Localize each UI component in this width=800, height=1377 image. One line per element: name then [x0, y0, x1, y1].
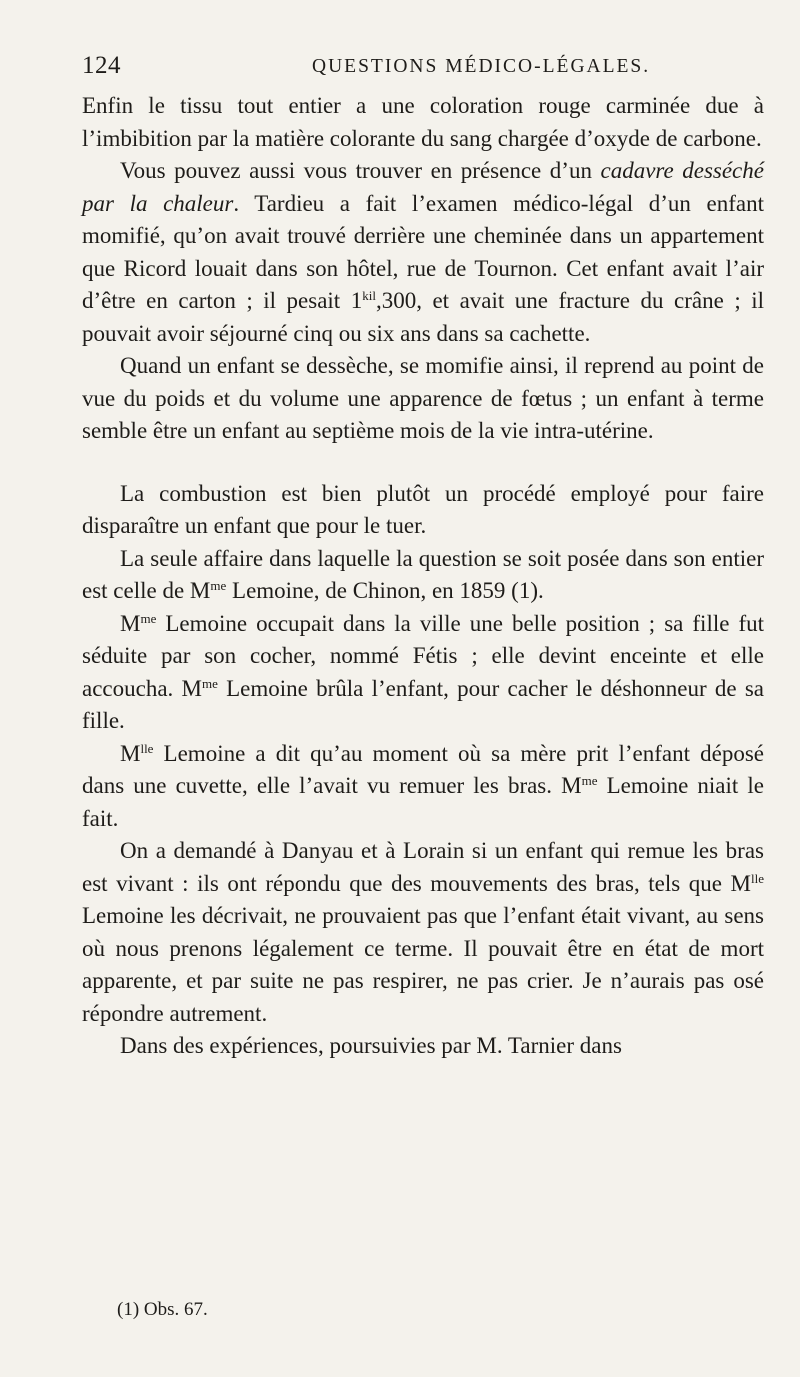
abbreviation-superscript: me — [210, 578, 227, 593]
abbreviation-superscript: lle — [140, 740, 154, 756]
body-text — [82, 90, 764, 1063]
running-head: QUESTIONS MÉDICO-LÉGALES. — [312, 56, 651, 77]
footnote: (1) Obs. 67. — [117, 1299, 208, 1320]
paragraph-1: Enfin le tissu tout entier a une coloration rouge carminée due à l’imbibition par la matière colorante du sang chargée d’oxyde de carbone. — [82, 93, 764, 151]
paragraph-4: La combustion est bien plutôt un procédé employé pour faire disparaître un enfant que pour le tuer. — [82, 480, 764, 538]
paragraph-7: $M^{lle}$ Lemoine a dit qu’au moment où sa mère prit l’enfant déposé dans une cuvette, elle l’avait vu remuer les bras. $M^{me}$ Lemoine niait le fait. — [82, 740, 764, 831]
abbreviation-superscript: me — [581, 773, 598, 788]
abbreviation-superscript: me — [202, 675, 218, 691]
italic-phrase: cadavre desséché par la chaleur — [82, 158, 764, 216]
paragraph-2: Vous pouvez aussi vous trouver en présence d’un cadavre desséché par la chaleur. Tardieu a fait l’examen médico-légal d’un enfant momifié, qu’on avait trouvé derrière une cheminée dans un appartement que Ricord louait dans son hôtel, rue de Tournon. Cet enfant avait l’air d’être en carton ; il pesait $1^{kil},300$, et avait une fracture du crâne ; il pouvait avoir séjourné cinq ou six ans dans sa cachette. — [82, 158, 764, 346]
paragraph-5: La seule affaire dans laquelle la question se soit posée dans son entier est celle de $M^{me}$ Lemoine, de Chinon, en 1859 (1). — [82, 545, 764, 603]
abbreviation-superscript: lle — [751, 870, 764, 886]
paragraph-3: Quand un enfant se dessèche, se momifie ainsi, il reprend au point de vue du poids et du volume une apparence de fœtus ; un enfant à terme semble être un enfant au septième mois de la vie intra-utérine. — [82, 353, 764, 443]
page-header — [82, 52, 762, 86]
abbreviation-superscript: me — [140, 610, 157, 626]
page-number: 124 — [82, 52, 121, 79]
abbreviation-superscript: kil — [362, 288, 376, 303]
paragraph-6: $M^{me}$ Lemoine occupait dans la ville une belle position ; sa fille fut séduite par son cocher, nommé Fétis ; elle devint enceinte et elle accoucha. $M^{me}$ Lemoine brûla l’enfant, pour cacher le déshonneur de sa fille. — [82, 610, 764, 733]
paragraph-8: On a demandé à Danyau et à Lorain si un enfant qui remue les bras est vivant : ils ont répondu que des mouvements des bras, tels que $M^{lle}$ Lemoine les décrivait, ne prouvaient pas que l’enfant était vivant, au sens où nous prenons légalement ce terme. Il pouvait être en état de mort apparente, et par suite ne pas respirer, ne pas crier. Je n’aurais pas osé répondre autrement. — [82, 838, 764, 1026]
paragraph-9: Dans des expériences, poursuivies par M. Tarnier dans — [120, 1033, 622, 1058]
